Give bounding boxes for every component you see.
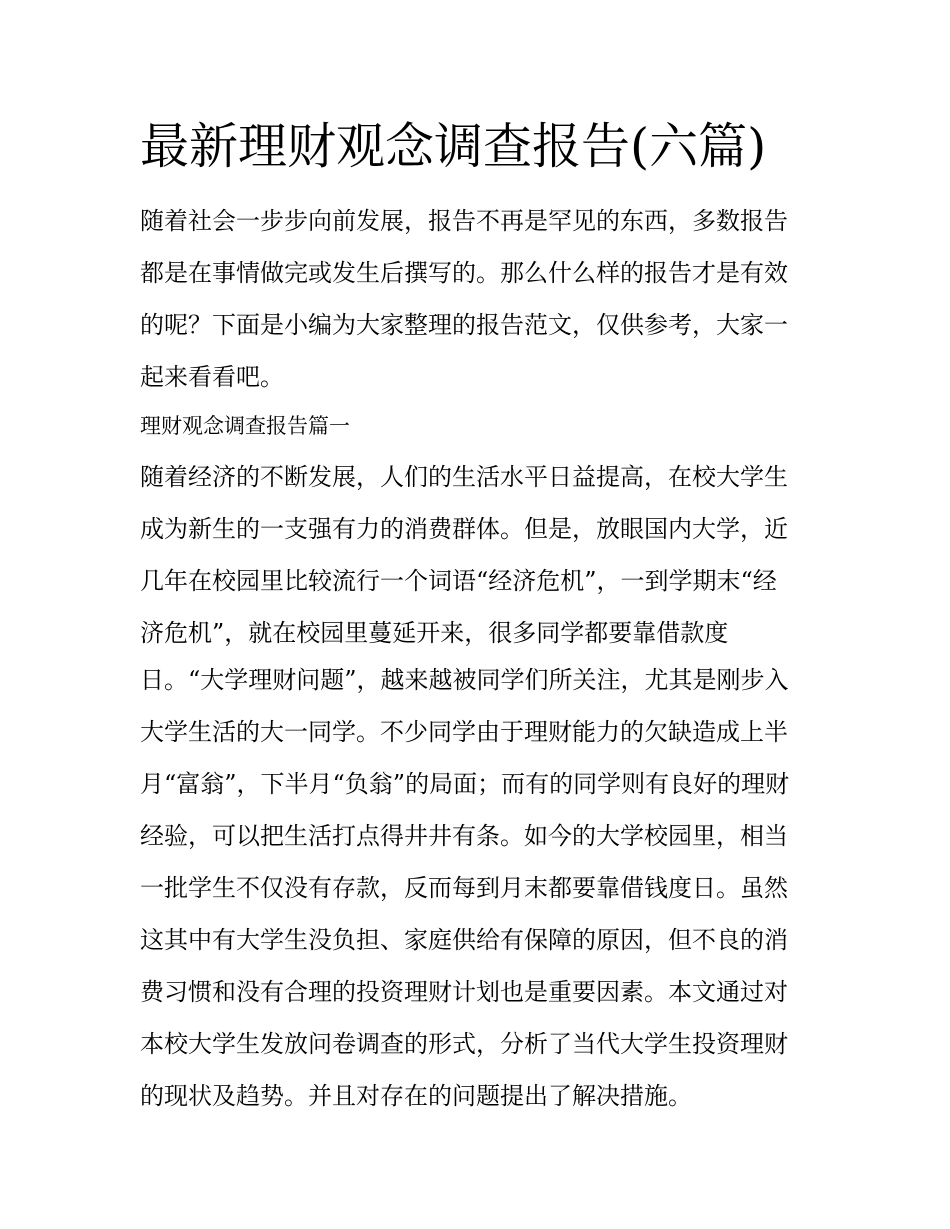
body-line: 这其中有大学生没负担、家庭供给有保障的原因，但不良的消 (140, 926, 788, 954)
section-heading: 理财观念调查报告篇一 (140, 414, 350, 438)
body-line: 日。“大学理财问题”，越来越被同学们所关注，尤其是刚步入 (140, 666, 789, 694)
body-line: 一批学生不仅没有存款，反而每到月末都要靠借钱度日。虽然 (140, 874, 788, 902)
body-line: 几年在校园里比较流行一个词语“经济危机”，一到学期末“经 (140, 567, 777, 595)
body-line: 济危机”，就在校园里蔓延开来，很多同学都要靠借款度 (140, 619, 729, 647)
body-line: 经验，可以把生活打点得井井有条。如今的大学校园里，相当 (140, 822, 788, 850)
intro-line: 随着社会一步步向前发展，报告不再是罕见的东西，多数报告 (140, 207, 788, 235)
intro-line: 起来看看吧。 (140, 363, 284, 391)
body-line: 费习惯和没有合理的投资理财计划也是重要因素。本文通过对 (140, 978, 788, 1006)
body-line: 本校大学生发放问卷调查的形式，分析了当代大学生投资理财 (140, 1030, 788, 1058)
body-line: 月“富翁”，下半月“负翁”的局面；而有的同学则有良好的理财 (140, 770, 790, 798)
body-line: 成为新生的一支强有力的消费群体。但是，放眼国内大学，近 (140, 515, 788, 543)
body-line: 随着经济的不断发展，人们的生活水平日益提高，在校大学生 (140, 463, 788, 491)
body-line: 大学生活的大一同学。不少同学由于理财能力的欠缺造成上半 (140, 718, 788, 746)
intro-line: 的呢？下面是小编为大家整理的报告范文，仅供参考，大家一 (140, 311, 788, 339)
body-line: 的现状及趋势。并且对存在的问题提出了解决措施。 (140, 1082, 692, 1110)
document-title: 最新理财观念调查报告(六篇) (140, 118, 767, 175)
intro-line: 都是在事情做完或发生后撰写的。那么什么样的报告才是有效 (140, 259, 788, 287)
